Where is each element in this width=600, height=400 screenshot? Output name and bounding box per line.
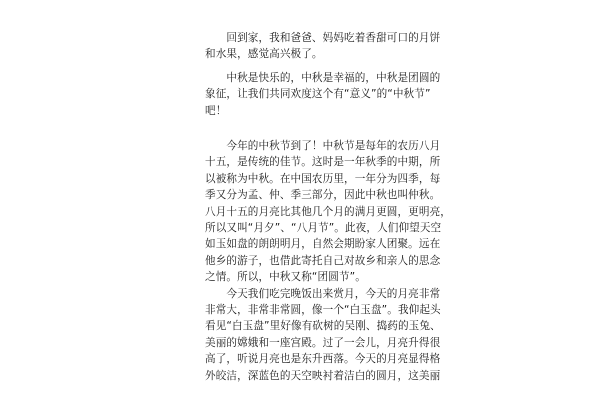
text-line: 外皎洁，深蓝色的天空映衬着洁白的圆月，这美丽 [205,369,441,382]
top-text-block [205,30,441,119]
text-line: 如玉如盘的朗朗明月，自然会期盼家人团聚。远在 [205,238,441,251]
paragraph-festival-intro [205,138,451,286]
text-line: 十五，是传统的佳节。这时是一年秋季的中期，所 [205,156,441,169]
text-line: 之情。所以，中秋又称“团圆节”。 [205,271,366,284]
text-line: 象征，让我们共同欢度这个有“意义”的“中秋节” [205,88,431,101]
text-line: 所以又叫“月夕”、“八月节”。此夜，人们仰望天空 [205,222,442,235]
text-line: 非常大，非常非常圆，像一个“白玉盘”。我仰起头 [205,304,441,317]
text-line: 美丽的嫦娥和一座宫殿。过了一会儿，月亮升得很 [205,336,441,349]
paragraph-moon-viewing [205,286,441,384]
text-line: 中秋是快乐的，中秋是幸福的，中秋是团圆的 [205,71,441,84]
text-line: 吧！ [205,104,227,117]
text-line: 和水果，感觉高兴极了。 [205,48,323,61]
text-line: 高了，听说月亮也是东升西落。今天的月亮显得格 [205,353,441,366]
main-text-block [205,138,451,384]
text-line: 季又分为孟、仲、季三部分，因此中秋也叫仲秋。 [205,189,441,202]
text-line: 以被称为中秋。在中国农历里，一年分为四季，每 [205,172,441,185]
text-line: 今年的中秋节到了！中秋节是每年的农历八月 [205,140,441,152]
paragraph-mid-autumn-meaning [205,70,441,119]
text-line: 八月十五的月亮比其他几个月的满月更圆，更明亮， [205,205,451,218]
text-line: 回到家，我和爸爸、妈妈吃着香甜可口的月饼 [205,32,441,44]
text-line: 看见“白玉盘”里好像有砍树的吴刚、捣药的玉兔、 [205,320,441,333]
paragraph-return-home [205,30,441,63]
text-line: 他乡的游子，也借此寄托自己对故乡和亲人的思念 [205,254,441,267]
text-line: 今天我们吃完晚饭出来赏月，今天的月亮非常 [205,287,441,300]
